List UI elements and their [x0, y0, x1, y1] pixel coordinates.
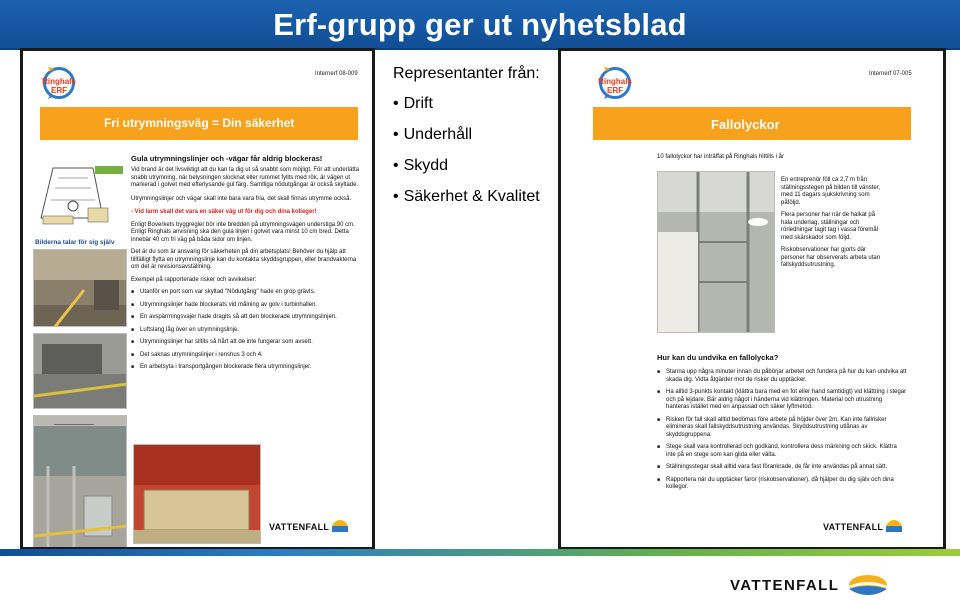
representatives-list — [393, 94, 563, 207]
banner-title: Fri utrymningsväg = Din säkerhet — [40, 107, 358, 140]
representatives-heading: Representanter från: — [393, 65, 540, 82]
list-item: ■ Stanna upp några minuter innan du påbörjar arbetet och fundera på hur du kan undvika att skada dig. Vidta åtgärder mot de risker du upptäcker. — [657, 369, 907, 384]
left-headline: Gula utrymningslinjer och -vägar får aldrig blockeras! — [131, 154, 323, 163]
list-item: • Skydd — [393, 156, 563, 176]
internref-label: Internerf 07-005 — [869, 71, 912, 77]
left-warning: - Vid larm skall det vara en säker väg ut för dig och dina kolleger! — [131, 209, 317, 215]
representatives-block — [393, 64, 563, 218]
right-side-text — [781, 177, 881, 270]
photo-scaffolding — [657, 171, 775, 333]
list-item: ■ Ha alltid 3-punkts kontakt (klättra bara med en fot eller hand samtidigt) vid klättring i stegar och på lejdare. Bär aldrig något i händerna vid klättringen. Material och utrustning hanteras istället med en anpassad och säker lyftmetod. — [657, 389, 907, 412]
list-item: ■ En avspärrningsvajer hade dragits så att den blockerade utrymningslinjen. — [131, 314, 363, 322]
photo-workshop — [133, 444, 261, 544]
list-item: ■ Utrymningslinjer har slitits så hårt att de inte fungerar som avsett. — [131, 339, 363, 347]
list-item: ■ Utanför en port som var skyltad "Nödutgång" hade en grop grävts. — [131, 289, 363, 297]
newsletter-left — [20, 48, 375, 550]
left-para1: Vid brand är det livsviktigt att du kan ta dig ut så snabbt som möjligt. För att underlätta snabb utrymning, när belysningen slocknat eller rummet fyllts med rök, är vägen ut markerad i golvet med efterlysande gul färg. Samtliga nödutgångar är också skyltade. — [131, 167, 360, 188]
photo-corridor-1 — [33, 249, 127, 327]
right-tips-list — [657, 369, 907, 492]
right-headline: 10 fallolyckor har inträffat på Ringhals hittills i år — [657, 154, 784, 160]
vattenfall-sun-icon — [848, 574, 888, 596]
list-item: ■ Stege skall vara kontrollerad och godkänd, kontrollera dess märkning och skick. Klättra inte på en stege som kan glida eller välta. — [657, 444, 907, 459]
right-tips-block — [657, 353, 907, 497]
left-vattenfall-logo: VATTENFALL — [269, 520, 348, 532]
photo-corridor-4 — [33, 425, 127, 549]
banner-title: Fallolyckor — [593, 107, 911, 140]
list-item: • Drift — [393, 94, 563, 114]
list-item: ■ Det saknas utrymningslinjer i renshus 3 och 4. — [131, 352, 363, 360]
vattenfall-wordmark: VATTENFALL — [730, 576, 840, 594]
footer-stripe — [0, 549, 960, 556]
list-item: • Underhåll — [393, 125, 563, 145]
internref-label: Internerf 08-009 — [315, 71, 358, 77]
list-item: ■ En arbetsyta i transportgången blockerade flera utrymningslinjer. — [131, 364, 363, 372]
left-examples-list — [131, 289, 363, 372]
list-item: ■ Rapportera när du upptäcker faror (riskobservationer), då hjälper du dig själv och dina kollegor. — [657, 477, 907, 492]
list-item: • Säkerhet & Kvalitet — [393, 187, 563, 207]
ringhals-erf-logo: ➤ Ringhals ERF ➤ — [42, 64, 76, 101]
list-item: ■ Utrymningslinjer hade blockerats vid målning av golv i turbinhallen. — [131, 302, 363, 310]
ringhals-erf-logo: ➤ Ringhals ERF ➤ — [598, 64, 632, 101]
photo-corridor-2 — [33, 333, 127, 409]
newsletter-right — [558, 48, 946, 550]
right-side3: Riskobservationer har gjorts där personer har observerats arbeta utan fallskyddsutrustning. — [781, 247, 881, 268]
right-how-heading: Hur kan du undvika en fallolycka? — [657, 353, 779, 362]
cartoon-illustration — [33, 158, 128, 228]
left-caption: Bilderna talar för sig själv — [35, 239, 115, 246]
list-item: ■ Risken för fall skall alltid bedömas före arbete på höjder över 2m. Kan inte fallrisker elimineras skall fallskyddsutrustning användas. Skyddsutrustning utlånas av skyddsgruppena. — [657, 417, 907, 440]
right-vattenfall-logo: VATTENFALL — [823, 520, 902, 532]
right-side1: En entreprenör föll ca 2,7 m från ställningsstegen på bilden till vänster, med 11 dagars sjukskrivning som påföljd. — [781, 177, 881, 206]
left-para2: Utrymningslinjer och vägar skall inte bara vara fria, det skall finnas utrymme också. — [131, 195, 352, 202]
title-bar — [0, 0, 960, 50]
sign-text: Nödutgång — [96, 161, 119, 166]
slide-title: Erf-grupp ger ut nyhetsblad — [273, 7, 687, 42]
list-item: ■ Ställningsstegar skall alltid vara fast förankrade, de får inte användas på annat sätt. — [657, 464, 907, 472]
left-para4: Det är du som är ansvarig för säkerheten på din arbetsplats! Behöver du hjälp att tillfälligt flytta en utrymningslinje kan du kontakta skyddsgruppen, eller brandvakterna om det är revisionsavställning. — [131, 249, 357, 270]
right-side2: Flera personer har när de halkat på hala underlag, ställningar och rörledningar tagit tag i vassa föremål med skärskador som följd. — [781, 212, 879, 241]
left-examples-heading: Exempel på rapporterade risker och avvikelser: — [131, 276, 257, 283]
left-body-top — [131, 154, 363, 377]
list-item: ■ Luftslang låg över en utrymningslinje. — [131, 327, 363, 335]
left-para3: Enligt Boverkets byggregler bör inte bredden på utrymningsvägen understiga 90 cm. Enligt Ringhals anvisning ska den gula linjen i golvet vara minst 10 cm bred. Detta innebär 40 cm fri väg på båda sidor om linjen. — [131, 221, 355, 243]
vattenfall-logo — [730, 574, 888, 598]
